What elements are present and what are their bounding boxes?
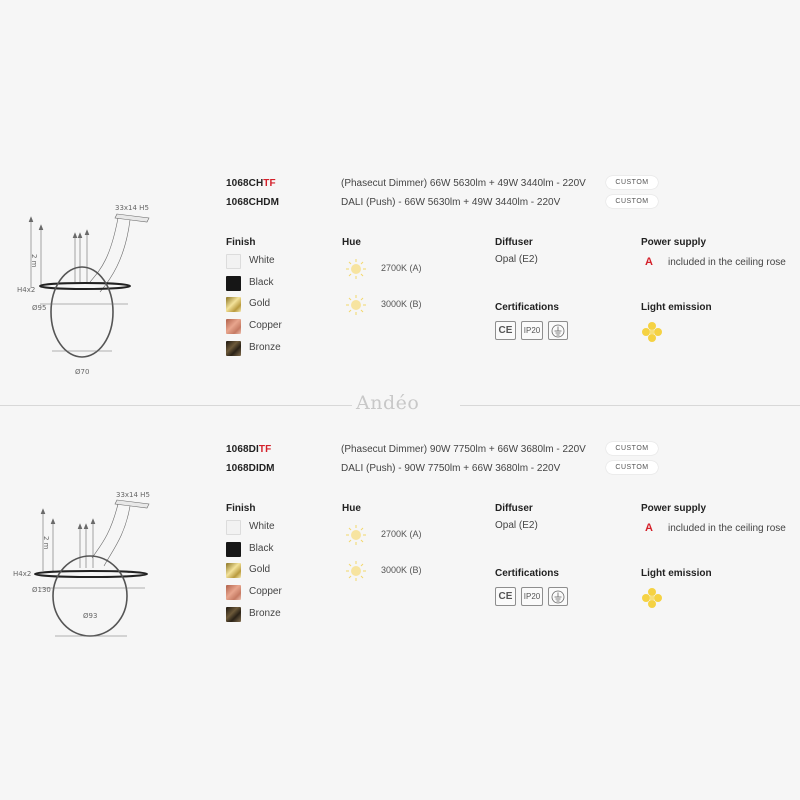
drawing-label-drop: 2 m bbox=[42, 536, 50, 550]
swatch-copper bbox=[226, 319, 241, 334]
drawing-label-ring: Ø70 bbox=[75, 368, 90, 376]
certifications-heading: Certifications bbox=[495, 568, 559, 579]
diffuser-value: Opal (E2) bbox=[495, 520, 538, 531]
product-code: 1068CHDM bbox=[226, 197, 280, 208]
product-code: 1068DITF bbox=[226, 444, 272, 455]
power-supply-icon: A bbox=[645, 256, 653, 268]
drawing-label-drop: 2 m bbox=[30, 254, 38, 268]
certifications-heading: Certifications bbox=[495, 302, 559, 313]
hue-heading: Hue bbox=[342, 237, 361, 248]
power-supply-heading: Power supply bbox=[641, 503, 707, 514]
ip20-icon: IP20 bbox=[521, 587, 543, 606]
drawing-label-outer: Ø130 bbox=[32, 586, 51, 594]
hue-heading: Hue bbox=[342, 503, 361, 514]
product-description: (Phasecut Dimmer) 90W 7750lm + 66W 3680lm - 220V bbox=[341, 444, 586, 455]
power-supply-value: included in the ceiling rose bbox=[668, 257, 786, 268]
drawing-label-side: H4x2 bbox=[17, 286, 36, 294]
power-supply-value: included in the ceiling rose bbox=[668, 523, 786, 534]
earth-ground-icon bbox=[548, 587, 568, 606]
custom-badge: CUSTOM bbox=[606, 195, 658, 208]
certifications-icons bbox=[495, 587, 575, 607]
dimension-drawing bbox=[0, 200, 170, 376]
light-emission-icon bbox=[641, 321, 663, 343]
sun-icon bbox=[345, 294, 367, 316]
swatch-black bbox=[226, 542, 241, 557]
earth-ground-icon bbox=[548, 321, 568, 340]
drawing-label-top: 33x14 H5 bbox=[115, 204, 149, 212]
swatch-copper bbox=[226, 585, 241, 600]
diffuser-heading: Diffuser bbox=[495, 237, 533, 248]
ce-mark-icon: CE bbox=[495, 321, 516, 340]
power-supply-heading: Power supply bbox=[641, 237, 707, 248]
product-description: DALI (Push) - 90W 7750lm + 66W 3680lm - 220V bbox=[341, 463, 561, 474]
light-emission-heading: Light emission bbox=[641, 302, 712, 313]
drawing-label-outer: Ø95 bbox=[32, 304, 47, 312]
sun-icon bbox=[345, 258, 367, 280]
custom-badge: CUSTOM bbox=[606, 176, 658, 189]
product-code: 1068DIDM bbox=[226, 463, 275, 474]
diffuser-heading: Diffuser bbox=[495, 503, 533, 514]
ce-mark-icon: CE bbox=[495, 587, 516, 606]
drawing-label-side: H4x2 bbox=[13, 570, 32, 578]
product-1068CH: 33x14 H5 2 m H4x2 Ø95 Ø70 1068CHTF (Phasecut Dimmer) 66W 5630lm + 49W 3440lm - 220V CUSTOM 1068CHDM DALI (Push) - 66W 5630lm + 49W 3440lm - 220V CUSTOM Finish Hue Diffuser Power supply Certifications Light emission White Black Gold Copper Bronze 2700K (A) 3000K (B) Opal (E2) A included in the ceiling rose CE IP20 bbox=[0, 170, 800, 400]
light-emission-heading: Light emission bbox=[641, 568, 712, 579]
sun-icon bbox=[345, 524, 367, 546]
custom-badge: CUSTOM bbox=[606, 461, 658, 474]
custom-badge: CUSTOM bbox=[606, 442, 658, 455]
swatch-white bbox=[226, 254, 241, 269]
finish-heading: Finish bbox=[226, 503, 256, 514]
sun-icon bbox=[345, 560, 367, 582]
product-description: (Phasecut Dimmer) 66W 5630lm + 49W 3440lm - 220V bbox=[341, 178, 586, 189]
swatch-gold bbox=[226, 297, 241, 312]
product-description: DALI (Push) - 66W 5630lm + 49W 3440lm - 220V bbox=[341, 197, 561, 208]
dimension-drawing bbox=[0, 466, 170, 626]
product-code: 1068CHTF bbox=[226, 178, 276, 189]
light-emission-icon bbox=[641, 587, 663, 609]
power-supply-icon: A bbox=[645, 522, 653, 534]
andeo-logo: Andéo bbox=[352, 390, 460, 416]
diffuser-value: Opal (E2) bbox=[495, 254, 538, 265]
drawing-label-ring: Ø93 bbox=[83, 612, 98, 620]
product-1068DI: 33x14 H5 2 m H4x2 Ø130 Ø93 1068DITF (Phasecut Dimmer) 90W 7750lm + 66W 3680lm - 220V CUSTOM 1068DIDM DALI (Push) - 90W 7750lm + 66W 3680lm - 220V CUSTOM Finish Hue Diffuser Power supply Certifications Light emission White Black Gold Copper Bronze 2700K (A) 3000K (B) Opal (E2) A included in the ceiling rose CE IP20 bbox=[0, 436, 800, 666]
certifications-icons bbox=[495, 321, 575, 341]
finish-heading: Finish bbox=[226, 237, 256, 248]
swatch-white bbox=[226, 520, 241, 535]
drawing-label-top: 33x14 H5 bbox=[116, 491, 150, 499]
swatch-bronze bbox=[226, 341, 241, 356]
ip20-icon: IP20 bbox=[521, 321, 543, 340]
swatch-gold bbox=[226, 563, 241, 578]
swatch-black bbox=[226, 276, 241, 291]
swatch-bronze bbox=[226, 607, 241, 622]
